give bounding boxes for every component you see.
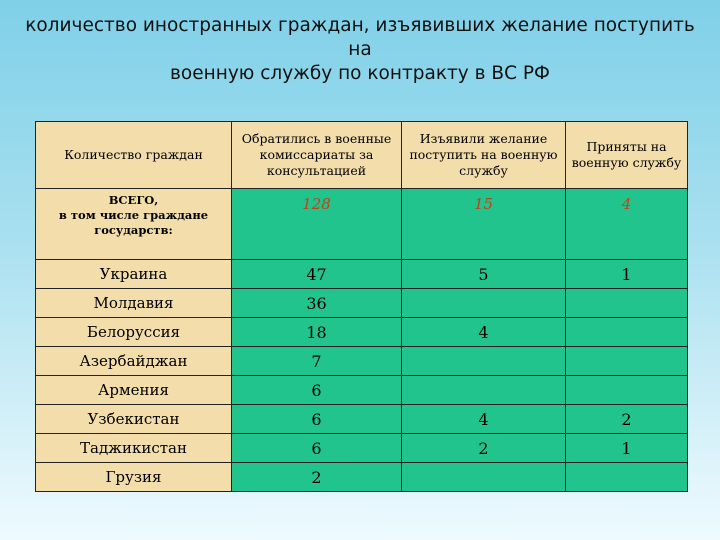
wished-value [402, 347, 566, 376]
header-applied: Обратились в военные комиссариаты за консультацией [232, 122, 402, 189]
table-header-row [36, 122, 688, 189]
total-row [36, 189, 688, 260]
total-label-line-2: в том числе граждане [58, 208, 209, 222]
wished-value [402, 289, 566, 318]
country-name: Армения [36, 376, 232, 405]
header-accepted: Приняты на военную службу [566, 122, 688, 189]
country-name: Узбекистан [36, 405, 232, 434]
country-name: Таджикистан [36, 434, 232, 463]
table-row [36, 376, 688, 405]
country-name: Грузия [36, 463, 232, 492]
applied-value: 47 [232, 260, 402, 289]
total-label [36, 189, 232, 260]
table-row [36, 463, 688, 492]
applied-value: 36 [232, 289, 402, 318]
country-name: Белоруссия [36, 318, 232, 347]
wished-value: 4 [402, 405, 566, 434]
total-label-line-3: государств: [94, 223, 173, 237]
country-name: Молдавия [36, 289, 232, 318]
header-wished: Изъявили желание поступить на военную службу [402, 122, 566, 189]
wished-value: 2 [402, 434, 566, 463]
slide-title [20, 14, 700, 86]
table-row [36, 260, 688, 289]
header-citizens-count: Количество граждан [36, 122, 232, 189]
country-name: Азербайджан [36, 347, 232, 376]
accepted-value [566, 463, 688, 492]
applied-value: 6 [232, 434, 402, 463]
table-row [36, 434, 688, 463]
slide-title-line-1: количество иностранных граждан, изъявивших желание поступить на [25, 15, 695, 60]
applied-value: 18 [232, 318, 402, 347]
applied-value: 2 [232, 463, 402, 492]
total-accepted: 4 [566, 189, 688, 260]
total-applied: 128 [232, 189, 402, 260]
table-row [36, 405, 688, 434]
foreign-citizens-table [35, 121, 688, 492]
wished-value: 4 [402, 318, 566, 347]
applied-value: 7 [232, 347, 402, 376]
total-label-line-1: ВСЕГО, [108, 193, 159, 207]
wished-value [402, 376, 566, 405]
applied-value: 6 [232, 376, 402, 405]
accepted-value [566, 347, 688, 376]
total-wished: 15 [402, 189, 566, 260]
accepted-value [566, 376, 688, 405]
country-name: Украина [36, 260, 232, 289]
slide-title-line-2: военную службу по контракту в ВС РФ [170, 63, 550, 84]
wished-value [402, 463, 566, 492]
accepted-value [566, 318, 688, 347]
accepted-value [566, 289, 688, 318]
table-row [36, 289, 688, 318]
accepted-value: 1 [566, 260, 688, 289]
accepted-value: 1 [566, 434, 688, 463]
wished-value: 5 [402, 260, 566, 289]
accepted-value: 2 [566, 405, 688, 434]
applied-value: 6 [232, 405, 402, 434]
table-row [36, 318, 688, 347]
table-row [36, 347, 688, 376]
